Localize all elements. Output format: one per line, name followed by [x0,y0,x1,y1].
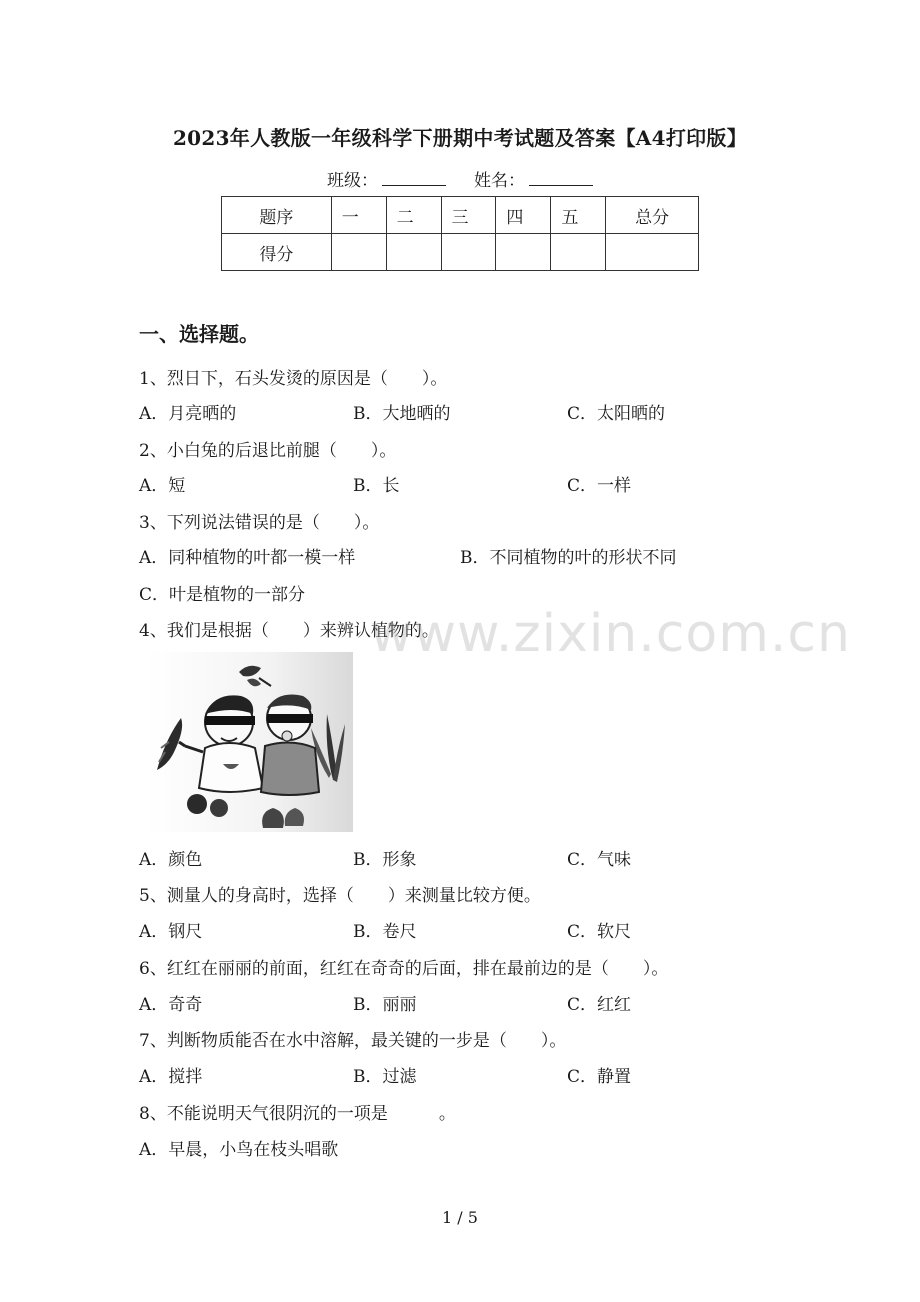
option: C．红红 [567,995,632,1015]
class-label: 班级： [327,171,378,191]
page-number: 1 / 5 [442,1208,478,1227]
option: A．钢尺 [139,922,203,942]
name-label: 姓名： [474,171,525,191]
option: B．不同植物的叶的形状不同 [460,548,677,568]
question-stem: 1、烈日下，石头发烫的原因是（ ）。 [139,369,448,389]
question-stem: 7、判断物质能否在水中溶解，最关键的一步是（ ）。 [139,1031,567,1051]
score-cell [441,234,496,271]
score-header-cell: 四 [496,197,551,234]
score-header-cell: 五 [551,197,606,234]
score-header-cell: 一 [331,197,386,234]
name-blank [529,171,593,186]
score-row-label: 得分 [222,234,332,271]
option: B．形象 [353,850,417,870]
score-cell [606,234,699,271]
page-title: 2023年人教版一年级科学下册期中考试题及答案【A4打印版】 [172,126,748,150]
section-title: 一、选择题。 [139,322,259,346]
score-cell [386,234,441,271]
score-cell [496,234,551,271]
option: B．长 [353,476,400,496]
question-stem: 5、测量人的身高时，选择（ ）来测量比较方便。 [139,886,541,906]
option: A．颜色 [139,850,203,870]
option: A．月亮晒的 [139,404,237,424]
question-stem: 3、下列说法错误的是（ ）。 [139,513,380,533]
question-stem: 4、我们是根据（ ）来辨认植物的。 [139,621,439,641]
student-info [0,166,920,191]
option: A．短 [139,476,186,496]
score-header-cell: 总分 [606,197,699,234]
option: C．叶是植物的一部分 [139,585,306,605]
option: C．静置 [567,1067,632,1087]
option: A．早晨，小鸟在枝头唱歌 [139,1140,339,1160]
score-table [221,196,699,271]
score-header-cell: 二 [386,197,441,234]
class-blank [382,171,446,186]
score-cell [331,234,386,271]
blindfold-children-illustration [147,652,353,832]
score-table-row [222,234,699,271]
option: C．一样 [567,476,632,496]
option: C．太阳晒的 [567,404,666,424]
option: C．软尺 [567,922,632,942]
option: A．奇奇 [139,995,203,1015]
score-cell [551,234,606,271]
watermark: www.zixin.com.cn [370,604,851,664]
question-stem: 8、不能说明天气很阴沉的一项是 。 [139,1104,456,1124]
score-header-cell: 三 [441,197,496,234]
option: B．过滤 [353,1067,417,1087]
option: B．大地晒的 [353,404,451,424]
question-stem: 6、红红在丽丽的前面，红红在奇奇的后面，排在最前边的是（ ）。 [139,959,669,979]
question-stem: 2、小白兔的后退比前腿（ ）。 [139,441,397,461]
option: A．搅拌 [139,1067,203,1087]
score-table-header-row [222,197,699,234]
option: C．气味 [567,850,632,870]
option: B．丽丽 [353,995,417,1015]
score-header-cell: 题序 [222,197,332,234]
option: A．同种植物的叶都一模一样 [139,548,356,568]
option: B．卷尺 [353,922,417,942]
